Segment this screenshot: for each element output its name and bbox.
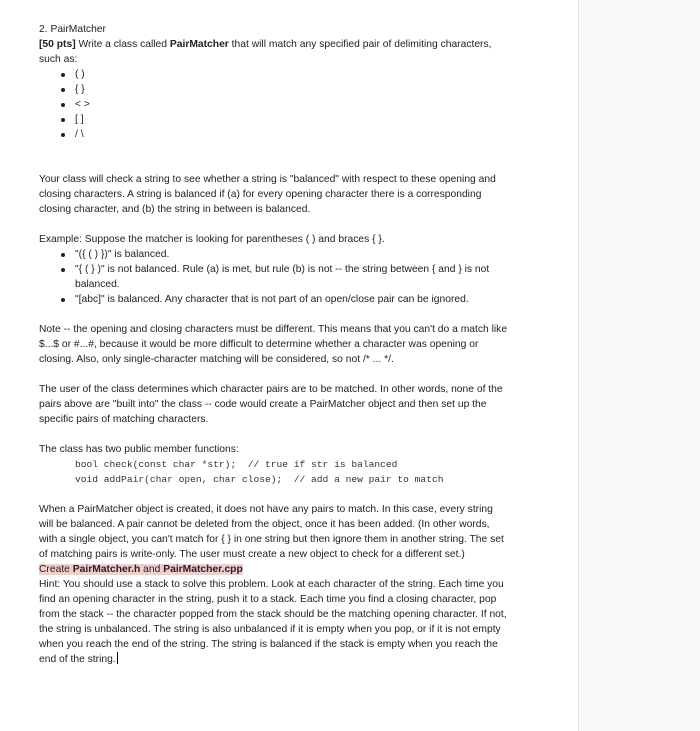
user-paragraph: The user of the class determines which character pairs are to be matched. In other words, none of the pairs above are "built into" the class -- code would create a PairMatcher object and then set up the specific pairs of matching characters. [39,384,503,425]
pairs-list [39,67,509,142]
balanced-paragraph: Your class will check a string to see whether a string is "balanced" with respect to these opening and closing characters. A string is balanced if (a) for every opening character there is a corresponding closing character, and (b) the string in between is balanced. [39,174,496,215]
class-name: PairMatcher [169,39,229,50]
list-item: { } [75,82,509,97]
list-item: "({ ( ) })" is balanced. [75,247,509,262]
code-line-addpair: void addPair(char open, char close); // add a new pair to match [75,474,444,485]
list-item: [ ] [75,112,509,127]
intro-text-a: Write a class called [75,39,170,50]
list-item: / \ [75,127,509,142]
list-item: "[abc]" is balanced. Any character that is not part of an open/close pair can be ignored. [75,292,509,307]
text-cursor [117,652,118,664]
note-paragraph: Note -- the opening and closing characters must be different. This means that you can't do a match like $...$ or #...#, because it would be more difficult to determine whether a character was opening or closing. Also, only single-character matching will be considered, so not /* ... */. [39,324,508,365]
create-middle: and [140,564,164,575]
hint-paragraph [39,577,509,667]
hint-text: Hint: You should use a stack to solve this problem. Look at each character of the string. Each time you find an opening character in the string, push it to a stack. Each time you find a closing character, pop from the stack -- the character popped from the stack should be the matching opening character. If not, the string is unbalanced. The string is also unbalanced if it is empty when you pop, or if it is not empty when you reach the end of the string. The string is balanced if the stack is empty when you reach the end of the string. [39,579,507,665]
points-label: [50 pts] [39,39,76,50]
create-prefix: Create [39,564,73,575]
document-body[interactable] [39,22,509,667]
example-list [39,247,509,307]
list-item: ( ) [75,67,509,82]
list-item: < > [75,97,509,112]
section-title: 2. PairMatcher [39,24,106,35]
side-panel [578,0,700,731]
list-item: "{ ( } )" is not balanced. Rule (a) is met, but rule (b) is not -- the string between { and } is not balanced. [75,262,509,292]
code-line-check: bool check(const char *str); // true if str is balanced [75,459,398,470]
file-source: PairMatcher.cpp [163,564,243,575]
intro-text-b: that will match any specified pair of delimiting characters, such as: [39,39,492,65]
intro-paragraph [39,37,509,67]
created-paragraph: When a PairMatcher object is created, it does not have any pairs to match. In this case, every string will be balanced. A pair cannot be deleted from the object, once it has been added. (In other words, with a single object, you can't match for { } in one string but then ignore them in another string. The set of matching pairs is write-only. The user must create a new object to check for a different set.) [39,504,504,560]
functions-lead: The class has two public member functions: [39,444,239,455]
example-lead: Example: Suppose the matcher is looking for parentheses ( ) and braces { }. [39,234,385,245]
create-files-line [39,562,509,577]
file-header: PairMatcher.h [72,564,141,575]
